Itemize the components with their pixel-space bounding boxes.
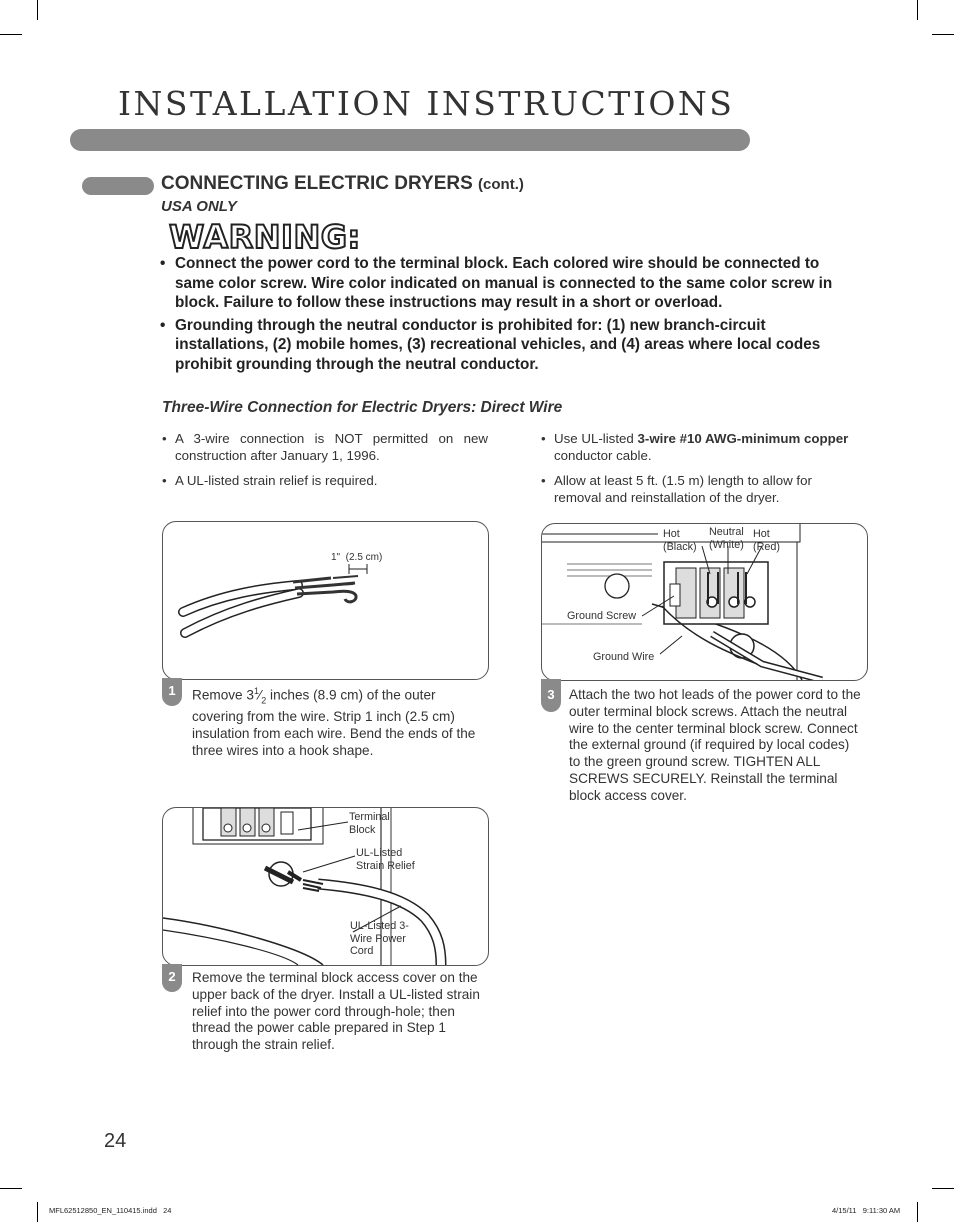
crop-mark [37,0,38,20]
crop-mark [917,1202,918,1222]
right-bullet-list [541,431,851,515]
subheading: Three-Wire Connection for Electric Dryers: Direct Wire [162,399,563,416]
section-heading [161,173,524,195]
fraction-numerator: 1 [253,686,259,696]
crop-mark [0,1188,22,1189]
page-title: INSTALLATION INSTRUCTIONS [118,84,735,123]
left-bullet: • A UL-listed strain relief is required. [162,473,488,490]
crop-mark [37,1202,38,1222]
step-number-badge: 1 [162,678,182,706]
footer-timestamp: 4/15/11 9:11:30 AM [832,1206,901,1215]
figure-3-terminal-connection [541,523,868,681]
terminal-block-label: Terminal Block [349,811,390,836]
right-bullet: • Allow at least 5 ft. (1.5 m) length to allow for removal and reinstallation of the dryer. [541,473,851,506]
terminal-connection-illustration [542,524,867,680]
warning-label: WARNING: [169,218,361,256]
stripped-cord-illustration [163,522,488,679]
bullet-text: conductor cable. [554,447,652,463]
dimension-label: 1" (2.5 cm) [331,552,383,563]
step-number-badge: 3 [541,679,561,712]
strain-relief-illustration [163,808,488,965]
neutral-white-label: Neutral (White) [709,526,744,551]
title-bar [70,129,750,151]
region-note: USA ONLY [161,198,237,215]
step-1-text: Remove $3^1⁄_2$ inches (8.9 cm) of the outer covering from the wire. Strip 1 inch (2.5 cm) insulation from each wire. Bend the ends of the three wires into a hook shape. [192,686,476,758]
section-heading-text: CONNECTING ELECTRIC DRYERS [161,173,473,194]
footer-file: MFL62512850_EN_110415.indd 24 [49,1206,172,1215]
warning-list [160,254,850,377]
warning-item: • Grounding through the neutral conductor is prohibited for: (1) new branch-circuit installations, (2) mobile homes, (3) recreational vehicles, and (4) areas where local codes prohibit grounding through the neutral conductor. [160,316,850,375]
crop-mark [932,34,954,35]
warning-item: • Connect the power cord to the terminal block. Each colored wire should be connected to same color screw. Wire color indicated on manual is connected to the same color screw in block. Failure to follow these instructions may result in a short or overload. [160,254,850,313]
step-text: inches (8.9 cm) of the outer covering from the wire. Strip 1 inch (2.5 cm) insulation from each wire. Bend the ends of the three wires into a hook shape. [192,687,476,758]
page-number: 24 [104,1130,127,1152]
section-pill [82,177,154,195]
ground-screw-label: Ground Screw [567,610,637,622]
step-2-text: Remove the terminal block access cover on the upper back of the dryer. Install a UL-listed strain relief into the power cord through-hole; then thread the power cable prepared in Step 1 through the strain relief. [192,970,480,1053]
step-number-badge: 2 [162,964,182,992]
right-bullet [541,431,851,464]
power-cord-label: UL-Listed 3-Wire Power Cord [350,920,409,957]
crop-mark [932,1188,954,1189]
hot-black-label: Hot (Black) [663,528,697,553]
bullet-text: Use UL-listed [554,431,638,446]
step-3-text: Attach the two hot leads of the power cord to the outer terminal block screws. Attach the neutral wire to the center terminal block screw. Connect the external ground (if required by local codes) to the green ground screw. TIGHTEN ALL SCREWS SECURELY. Reinstall the terminal block access cover. [569,687,861,803]
crop-mark [0,34,22,35]
section-heading-suffix: (cont.) [478,176,524,193]
crop-mark [917,0,918,20]
figure-1-stripped-cord [162,521,489,680]
figure-2-strain-relief [162,807,489,966]
left-bullet-list [162,431,488,499]
fraction-denominator: 2 [261,695,267,706]
left-bullet: • A 3-wire connection is NOT permitted on new construction after January 1, 1996. [162,431,488,464]
hot-red-label: Hot (Red) [753,528,780,553]
step-text: Remove 3 [192,687,254,703]
ground-wire-label: Ground Wire [593,651,655,663]
bullet-bold-text: 3-wire #10 AWG-minimum copper [637,431,849,446]
strain-relief-label: UL-Listed Strain Relief [356,847,415,872]
